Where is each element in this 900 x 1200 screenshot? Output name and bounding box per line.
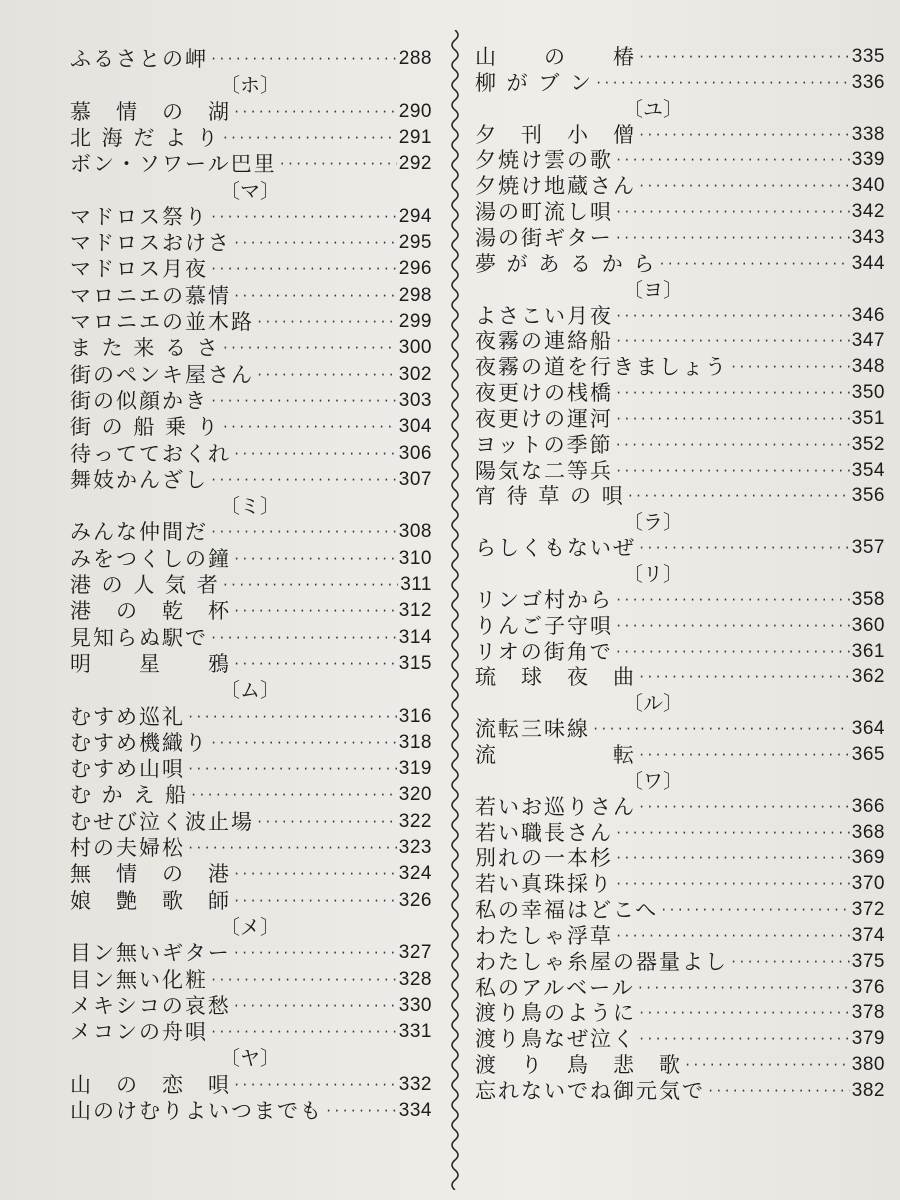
index-entry xyxy=(70,388,432,414)
song-title: 港 の 人 気 者 xyxy=(70,573,220,597)
page-number: 328 xyxy=(398,968,432,990)
dot-leader xyxy=(707,1078,850,1104)
index-entry xyxy=(70,1098,432,1124)
dot-leader xyxy=(615,406,850,432)
section-header: 〔ム〕 xyxy=(220,678,280,703)
index-entry xyxy=(475,406,885,432)
dot-leader xyxy=(592,716,850,742)
song-title: 柳 が ブ ン xyxy=(475,70,594,95)
dot-leader xyxy=(615,613,850,639)
song-title: 娘 艶 歌 師 xyxy=(70,888,231,913)
page-number: 320 xyxy=(398,784,432,806)
song-title: 陽気な二等兵 xyxy=(475,458,613,483)
song-title: 湯の街ギター xyxy=(475,225,613,250)
dot-leader xyxy=(325,1098,397,1124)
dot-leader xyxy=(615,639,850,665)
page-number: 361 xyxy=(851,640,885,662)
dot-leader xyxy=(187,835,397,861)
dot-leader xyxy=(233,651,397,677)
dot-leader xyxy=(233,230,397,256)
song-title: みをつくしの鐘 xyxy=(70,546,231,571)
index-entry xyxy=(70,362,432,388)
page-number: 346 xyxy=(851,304,885,326)
song-title: わたしゃ浮草 xyxy=(475,923,613,948)
index-entry xyxy=(70,730,432,756)
song-title: むすめ山唄 xyxy=(70,757,185,782)
page-number: 364 xyxy=(851,718,885,740)
song-title: 渡 り 鳥 悲 歌 xyxy=(475,1053,682,1078)
page-number: 319 xyxy=(398,758,432,780)
dot-leader xyxy=(615,871,850,897)
dot-leader xyxy=(187,704,397,730)
index-entry xyxy=(475,70,885,96)
dot-leader xyxy=(638,44,850,70)
dot-leader xyxy=(627,483,850,509)
dot-leader xyxy=(638,173,850,199)
song-title: 夜更けの桟橋 xyxy=(475,381,613,406)
index-entry xyxy=(70,230,432,256)
index-entry xyxy=(475,587,885,613)
song-title: マドロス月夜 xyxy=(70,257,208,282)
dot-leader xyxy=(233,441,397,467)
song-title: 渡り鳥のように xyxy=(475,1001,636,1026)
page-number: 365 xyxy=(851,743,885,765)
dot-leader xyxy=(730,949,850,975)
song-title: メキシコの哀愁 xyxy=(70,993,231,1018)
page-number: 370 xyxy=(851,873,885,895)
dot-leader xyxy=(615,303,850,329)
index-entry xyxy=(70,967,432,993)
song-title: マロニエの並木路 xyxy=(70,310,254,334)
dot-leader xyxy=(638,742,850,768)
page-number: 352 xyxy=(851,433,885,455)
song-title: 街 の 船 乗 り xyxy=(70,415,220,440)
page-number: 372 xyxy=(851,899,885,921)
index-entry xyxy=(475,897,885,923)
page-number: 324 xyxy=(398,863,432,885)
index-entry xyxy=(70,861,432,887)
dot-leader xyxy=(233,1072,397,1098)
song-title: 目ン無いギター xyxy=(70,941,231,966)
index-entry xyxy=(70,46,432,72)
page-number: 307 xyxy=(398,468,432,490)
dot-leader xyxy=(638,122,850,148)
song-title: 街の似顔かき xyxy=(70,388,208,413)
page-number: 362 xyxy=(851,666,885,688)
left-index-column xyxy=(70,0,432,1200)
dot-leader xyxy=(256,309,397,335)
dot-leader xyxy=(210,519,397,545)
song-title: 夜霧の連絡船 xyxy=(475,329,613,354)
song-title: 湯の町流し唄 xyxy=(475,200,613,225)
song-title: 見知らぬ駅で xyxy=(70,625,208,650)
page-number: 379 xyxy=(851,1028,885,1050)
dot-leader xyxy=(637,975,850,1001)
page-number: 308 xyxy=(398,521,432,543)
page-number: 322 xyxy=(398,810,432,832)
song-title: りんご子守唄 xyxy=(475,613,613,638)
dot-leader xyxy=(233,888,397,914)
dot-leader xyxy=(210,256,397,282)
right-index-column xyxy=(475,0,885,1200)
dot-leader xyxy=(615,380,850,406)
index-entry xyxy=(475,122,885,148)
index-entry xyxy=(475,251,885,277)
page-number: 314 xyxy=(398,626,432,648)
section-header: 〔マ〕 xyxy=(220,178,280,203)
dot-leader xyxy=(233,993,397,1019)
song-title: 流 転 xyxy=(475,742,636,767)
song-title: む か え 船 xyxy=(70,783,189,808)
page-number: 344 xyxy=(851,252,885,274)
dot-leader xyxy=(730,354,850,380)
page-number: 332 xyxy=(398,1073,432,1095)
index-entry xyxy=(475,975,885,1001)
dot-leader xyxy=(615,845,850,871)
index-entry xyxy=(70,940,432,966)
index-entry xyxy=(475,716,885,742)
song-title: 私のアルベール xyxy=(475,975,635,1000)
index-entry xyxy=(70,414,432,440)
page-number: 356 xyxy=(851,485,885,507)
page-number: 351 xyxy=(851,407,885,429)
page-number: 378 xyxy=(851,1002,885,1024)
page-number: 294 xyxy=(398,205,432,227)
page-number: 330 xyxy=(398,994,432,1016)
dot-leader xyxy=(233,546,397,572)
index-entry xyxy=(70,256,432,282)
index-entry xyxy=(475,639,885,665)
section-header: 〔ヨ〕 xyxy=(623,277,683,302)
page-number: 327 xyxy=(398,942,432,964)
index-entry xyxy=(475,303,885,329)
song-title: リオの街角で xyxy=(475,639,613,664)
dot-leader xyxy=(684,1052,850,1078)
index-entry xyxy=(475,871,885,897)
page-number: 315 xyxy=(398,652,432,674)
page-number: 342 xyxy=(851,201,885,223)
page-number: 302 xyxy=(398,363,432,385)
section-header: 〔ヤ〕 xyxy=(220,1046,280,1071)
page-number: 310 xyxy=(398,547,432,569)
song-title: みんな仲間だ xyxy=(70,520,208,545)
index-entry xyxy=(475,1078,885,1104)
song-title: 夜更けの運河 xyxy=(475,406,613,431)
page-number: 348 xyxy=(851,356,885,378)
song-title: むすめ巡礼 xyxy=(70,704,185,729)
dot-leader xyxy=(210,46,397,72)
dot-leader xyxy=(210,1019,397,1045)
song-title: 私の幸福はどこへ xyxy=(475,898,659,923)
page-number: 343 xyxy=(851,226,885,248)
section-header: 〔ラ〕 xyxy=(623,510,683,535)
index-entry xyxy=(475,845,885,871)
index-entry xyxy=(70,204,432,230)
song-title: 夕 刊 小 僧 xyxy=(475,122,636,147)
page-number: 374 xyxy=(851,924,885,946)
dot-leader xyxy=(638,535,850,561)
song-title: ヨットの季節 xyxy=(475,432,613,457)
section-header: 〔ホ〕 xyxy=(220,73,280,98)
index-entry xyxy=(475,328,885,354)
index-entry xyxy=(70,546,432,572)
index-entry xyxy=(475,535,885,561)
section-header: 〔ユ〕 xyxy=(623,96,683,121)
index-entry xyxy=(70,572,432,598)
index-entry xyxy=(475,613,885,639)
page-number: 369 xyxy=(851,847,885,869)
page-number: 296 xyxy=(398,258,432,280)
index-entry xyxy=(475,820,885,846)
dot-leader xyxy=(210,204,397,230)
index-entry xyxy=(70,704,432,730)
song-title: 若いお巡りさん xyxy=(475,794,636,819)
index-entry xyxy=(475,1052,885,1078)
dot-leader xyxy=(615,923,850,949)
song-title: リンゴ村から xyxy=(475,587,613,612)
dot-leader xyxy=(256,809,397,835)
index-entry xyxy=(70,151,432,177)
song-title: 港 の 乾 杯 xyxy=(70,599,231,624)
index-entry xyxy=(70,651,432,677)
section-header: 〔リ〕 xyxy=(623,562,683,586)
dot-leader xyxy=(222,572,399,598)
dot-leader xyxy=(210,730,397,756)
dot-leader xyxy=(615,225,850,251)
section-header: 〔ミ〕 xyxy=(220,494,280,519)
page-number: 354 xyxy=(851,459,885,481)
index-entry xyxy=(475,173,885,199)
page-number: 290 xyxy=(398,100,432,122)
dot-leader xyxy=(279,151,397,177)
index-entry xyxy=(70,888,432,914)
song-title: 夢 が あ る か ら xyxy=(475,251,657,276)
index-entry xyxy=(475,432,885,458)
wavy-column-divider xyxy=(448,30,462,1190)
song-title: ま た 来 る さ xyxy=(70,336,220,361)
index-entry xyxy=(475,354,885,380)
page-number: 382 xyxy=(851,1080,885,1101)
page-number: 300 xyxy=(398,337,432,359)
song-title: 舞妓かんざし xyxy=(70,467,208,492)
index-entry xyxy=(475,44,885,70)
dot-leader xyxy=(615,328,850,354)
index-entry xyxy=(70,125,432,151)
index-entry xyxy=(70,519,432,545)
index-entry xyxy=(475,199,885,225)
page-number: 347 xyxy=(851,330,885,352)
index-entry xyxy=(475,664,885,690)
song-title: わたしゃ糸屋の器量よし xyxy=(475,949,728,974)
dot-leader xyxy=(660,897,850,923)
page-number: 295 xyxy=(398,232,432,254)
page-number: 304 xyxy=(398,416,432,438)
index-entry xyxy=(70,335,432,361)
index-entry xyxy=(475,1000,885,1026)
song-title: 村の夫婦松 xyxy=(70,836,185,860)
page-number: 338 xyxy=(851,123,885,145)
page-number: 288 xyxy=(398,48,432,69)
page-number: 339 xyxy=(851,149,885,171)
song-title: ふるさとの岬 xyxy=(70,47,208,71)
song-title: 街のペンキ屋さん xyxy=(70,362,254,387)
page-number: 376 xyxy=(851,976,885,998)
page-number: 303 xyxy=(398,389,432,411)
song-title: 若い真珠採り xyxy=(475,872,613,897)
dot-leader xyxy=(190,782,397,808)
dot-leader xyxy=(210,625,397,651)
dot-leader xyxy=(638,664,850,690)
page-number: 375 xyxy=(851,950,885,972)
index-entry xyxy=(70,782,432,808)
song-title: 明 星 鴉 xyxy=(70,651,231,676)
page-number: 368 xyxy=(851,821,885,843)
song-title: 北 海 だ よ り xyxy=(70,125,220,150)
index-entry xyxy=(70,467,432,493)
song-title: 渡り鳥なぜ泣く xyxy=(475,1027,636,1052)
song-title: メコンの舟唄 xyxy=(70,1020,208,1045)
page-number: 357 xyxy=(851,537,885,559)
dot-leader xyxy=(233,940,397,966)
index-entry xyxy=(70,309,432,335)
dot-leader xyxy=(222,125,397,151)
song-title: ボン・ソワール巴里 xyxy=(70,152,277,177)
page-number: 360 xyxy=(851,614,885,636)
song-title: マドロスおけさ xyxy=(70,231,231,256)
section-header: 〔ワ〕 xyxy=(623,768,683,793)
song-title: マドロス祭り xyxy=(70,204,208,229)
page-number: 334 xyxy=(398,1100,432,1121)
dot-leader xyxy=(233,283,397,309)
index-entry xyxy=(70,99,432,125)
index-entry xyxy=(70,809,432,835)
song-title: 若い職長さん xyxy=(475,820,613,845)
page-number: 335 xyxy=(851,46,885,67)
section-header: 〔メ〕 xyxy=(220,914,280,939)
page-number: 298 xyxy=(398,284,432,306)
page-number: 292 xyxy=(398,153,432,175)
dot-leader xyxy=(615,432,850,458)
page-number: 340 xyxy=(851,175,885,197)
dot-leader xyxy=(615,147,850,173)
song-title: 宵 待 草 の 唄 xyxy=(475,484,625,509)
song-title: 山 の 恋 唄 xyxy=(70,1072,231,1097)
song-title: 山のけむりよいつまでも xyxy=(70,1099,323,1123)
song-title: 待ってておくれ xyxy=(70,441,231,466)
song-title: 夕焼け地蔵さん xyxy=(475,174,636,199)
song-title: 夕焼け雲の歌 xyxy=(475,148,613,173)
page-number: 326 xyxy=(398,889,432,911)
page-number: 331 xyxy=(398,1021,432,1043)
index-entry xyxy=(475,742,885,768)
song-title: 慕 情 の 湖 xyxy=(70,99,231,124)
song-title: らしくもないぜ xyxy=(475,536,636,561)
index-entry xyxy=(475,1026,885,1052)
page-number: 306 xyxy=(398,442,432,464)
section-header: 〔ル〕 xyxy=(623,691,683,716)
index-entry xyxy=(475,147,885,173)
index-entry xyxy=(475,794,885,820)
page-number: 336 xyxy=(851,71,885,93)
dot-leader xyxy=(595,70,850,96)
song-title: むすめ機織り xyxy=(70,730,208,755)
index-entry xyxy=(475,483,885,509)
index-entry xyxy=(475,225,885,251)
dot-leader xyxy=(615,458,850,484)
song-title: 山 の 椿 xyxy=(475,45,636,69)
page-number: 358 xyxy=(851,588,885,610)
page-number: 323 xyxy=(398,837,432,858)
index-entry xyxy=(475,380,885,406)
song-title: 目ン無い化粧 xyxy=(70,967,208,992)
dot-leader xyxy=(233,861,397,887)
index-entry xyxy=(475,949,885,975)
index-entry xyxy=(70,756,432,782)
song-title: よさこい月夜 xyxy=(475,303,613,328)
song-title: 無 情 の 港 xyxy=(70,862,231,887)
page-number: 366 xyxy=(851,795,885,817)
index-entry xyxy=(70,598,432,624)
dot-leader xyxy=(210,967,397,993)
index-entry xyxy=(475,923,885,949)
index-entry xyxy=(70,993,432,1019)
dot-leader xyxy=(210,467,397,493)
dot-leader xyxy=(222,414,397,440)
page-number: 312 xyxy=(398,600,432,622)
dot-leader xyxy=(638,1026,850,1052)
song-title: 流転三味線 xyxy=(475,717,590,742)
page-number: 299 xyxy=(398,311,432,332)
page-number: 316 xyxy=(398,705,432,727)
index-entry xyxy=(70,441,432,467)
index-entry xyxy=(70,835,432,861)
song-title: むせび泣く波止場 xyxy=(70,809,254,834)
page-number: 291 xyxy=(398,126,432,148)
song-title: 別れの一本杉 xyxy=(475,846,613,871)
dot-leader xyxy=(638,1000,850,1026)
dot-leader xyxy=(615,820,850,846)
dot-leader xyxy=(222,335,397,361)
page-number: 318 xyxy=(398,731,432,753)
index-entry xyxy=(70,1019,432,1045)
dot-leader xyxy=(658,251,849,277)
dot-leader xyxy=(233,99,397,125)
song-title: 夜霧の道を行きましょう xyxy=(475,355,728,380)
index-entry xyxy=(70,283,432,309)
page-number: 311 xyxy=(400,574,432,595)
index-entry xyxy=(70,625,432,651)
song-title: 琉 球 夜 曲 xyxy=(475,665,636,690)
dot-leader xyxy=(615,587,850,613)
dot-leader xyxy=(638,794,850,820)
page-number: 350 xyxy=(851,382,885,404)
dot-leader xyxy=(615,199,850,225)
page-number: 380 xyxy=(851,1054,885,1076)
index-entry xyxy=(475,458,885,484)
dot-leader xyxy=(210,388,397,414)
song-title: マロニエの慕情 xyxy=(70,283,231,308)
dot-leader xyxy=(233,598,397,624)
index-entry xyxy=(70,1072,432,1098)
dot-leader xyxy=(256,362,397,388)
song-title: 忘れないでね御元気で xyxy=(475,1079,705,1103)
dot-leader xyxy=(187,756,397,782)
